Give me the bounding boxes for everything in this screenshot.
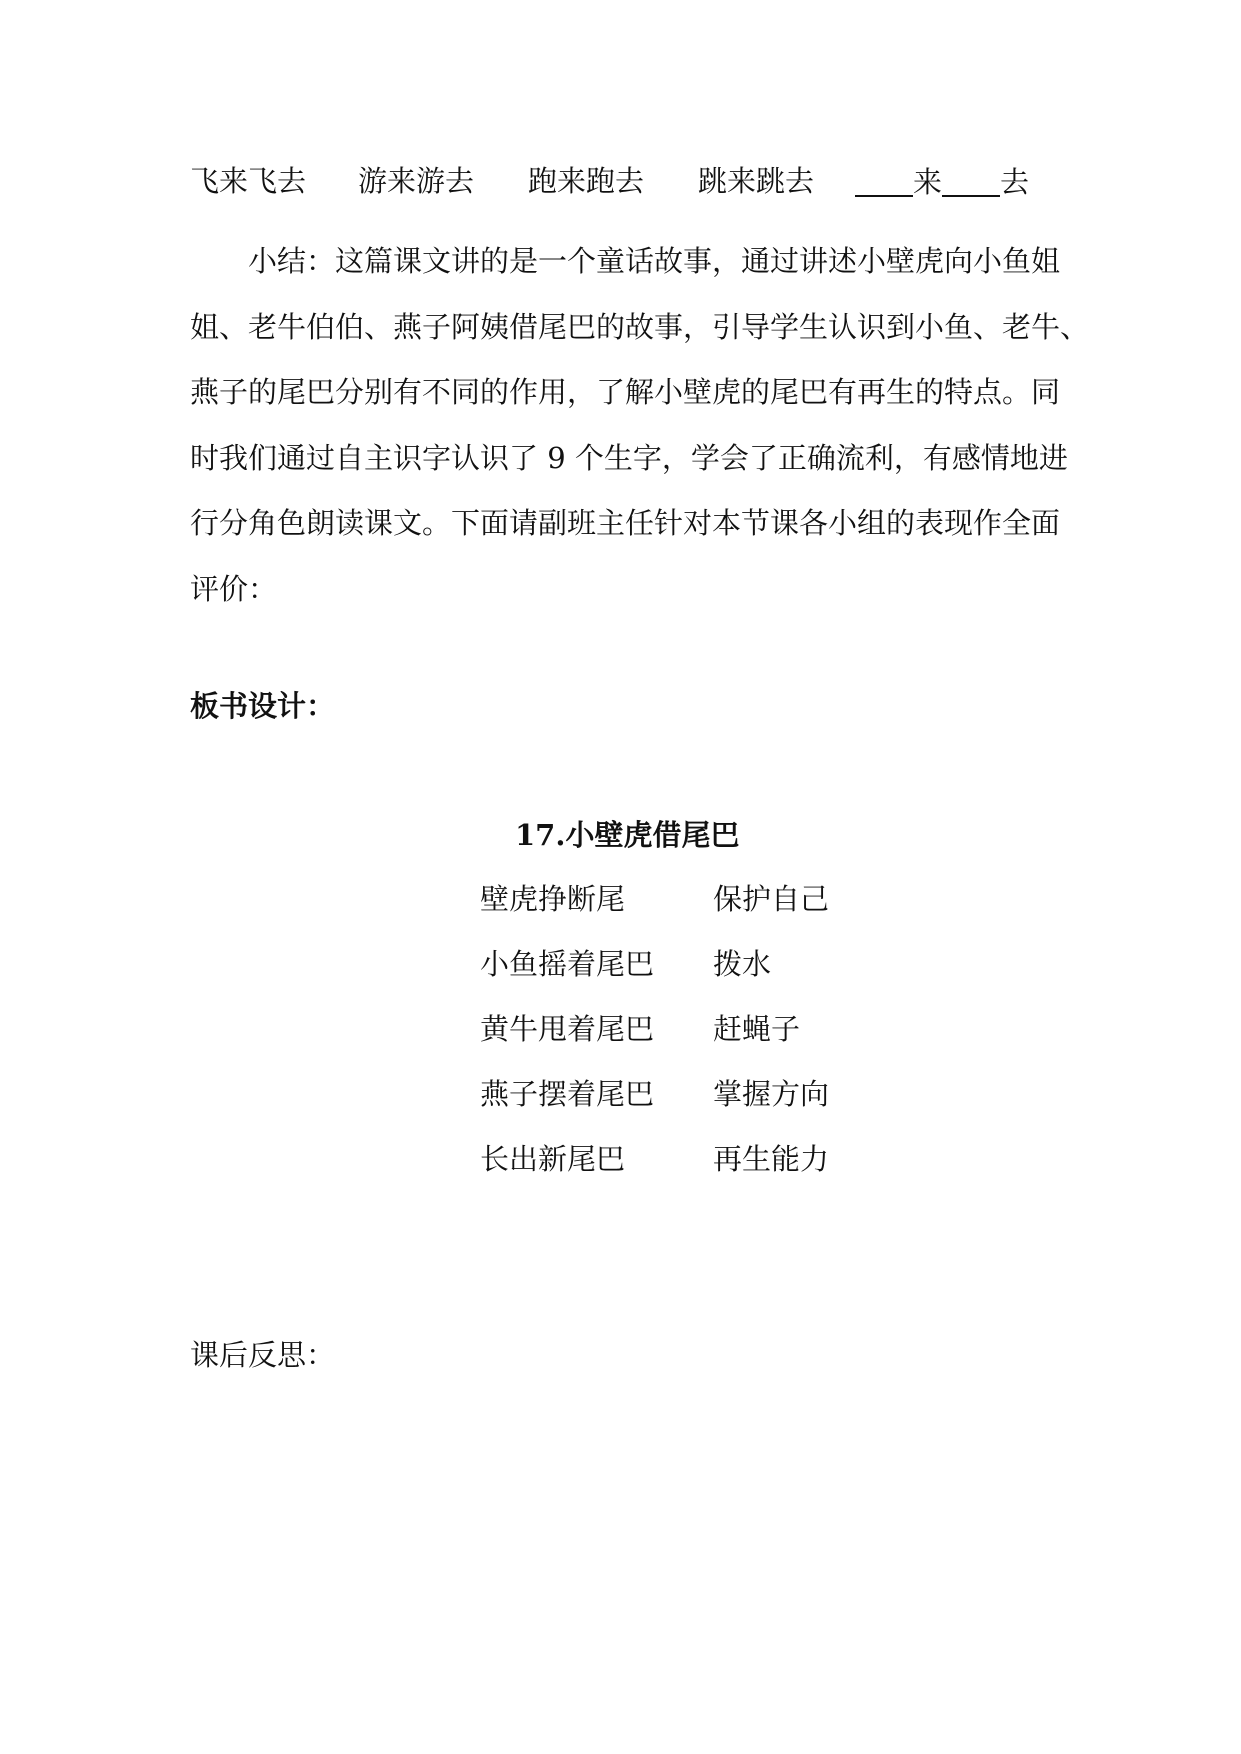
blank-end-char: 去 <box>1000 165 1030 199</box>
blank-line <box>855 167 913 197</box>
word-pattern-row <box>190 164 1058 203</box>
fill-in-blank-pattern <box>855 167 1029 197</box>
summary-paragraph <box>190 229 1090 622</box>
summary-line: 评价： <box>190 571 278 606</box>
pattern-word: 飞来飞去 <box>190 164 307 198</box>
summary-line: 燕子的尾巴分别有不同的作用，了解小壁虎的尾巴有再生的特点。同 <box>190 375 1061 409</box>
board-row-right: 再生能力 <box>713 1142 830 1176</box>
summary-line: 姐、老牛伯伯、燕子阿姨借尾巴的故事，引导学生认识到小鱼、老牛、 <box>190 309 1090 344</box>
pattern-word: 跑来跑去 <box>528 164 645 198</box>
board-row-right: 拨水 <box>713 947 772 981</box>
blank-middle-char: 来 <box>913 165 943 199</box>
board-row-left: 长出新尾巴 <box>480 1142 626 1176</box>
reflection-heading: 课后反思： <box>190 1338 336 1372</box>
board-row-right: 保护自己 <box>713 882 830 916</box>
board-title: 17.小壁虎借尾巴 <box>515 818 740 852</box>
summary-line: 行分角色朗读课文。下面请副班主任针对本节课各小组的表现作全面 <box>190 506 1061 540</box>
pattern-word: 跳来跳去 <box>698 164 815 198</box>
summary-line: 小结：这篇课文讲的是一个童话故事，通过讲述小壁虎向小鱼姐 <box>248 244 1061 278</box>
blank-line <box>942 167 1000 197</box>
pattern-word: 游来游去 <box>358 164 475 198</box>
summary-line: 时我们通过自主识字认识了 9 个生字，学会了正确流利，有感情地进 <box>190 440 1068 475</box>
board-row-left: 壁虎挣断尾 <box>480 882 626 916</box>
board-row-left: 燕子摆着尾巴 <box>480 1077 655 1111</box>
board-row-left: 小鱼摇着尾巴 <box>480 947 655 981</box>
board-row-right: 赶蝇子 <box>713 1012 801 1046</box>
board-row-right: 掌握方向 <box>713 1077 830 1111</box>
board-design-heading: 板书设计： <box>190 689 336 723</box>
board-row-left: 黄牛甩着尾巴 <box>480 1012 655 1046</box>
